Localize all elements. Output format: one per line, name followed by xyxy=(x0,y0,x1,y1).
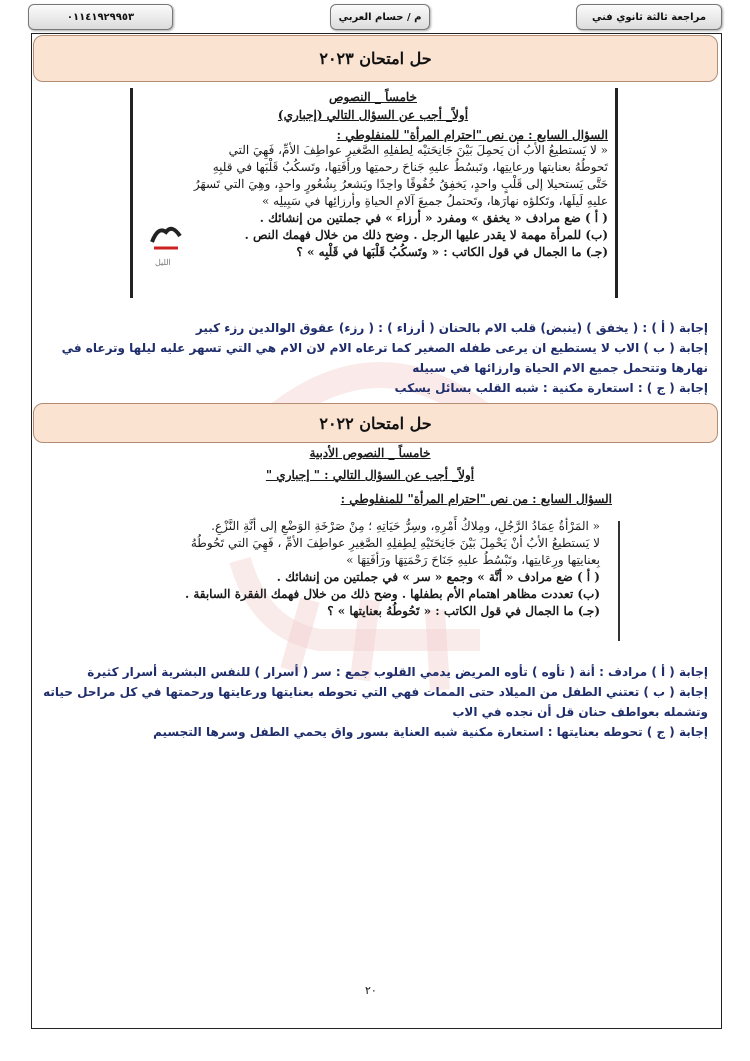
scan-left-border xyxy=(130,88,133,298)
exam-2022-title: حل امتحان ٢٠٢٢ xyxy=(319,413,432,433)
answer-line: وتشمله بعواطف حنان قل أن نجده في الاب xyxy=(452,705,708,719)
phone-number: ٠١١٤١٩٢٩٩٥٣ xyxy=(66,11,135,23)
question-subtitle: السؤال السابع : من نص "احترام المرأة" للمنفلوطي : xyxy=(340,492,612,506)
question-line: (ب) للمرأة مهمة لا يقدر عليها الرجل . وضح ذلك من خلال فهمك النص . xyxy=(244,228,608,242)
exam-2023-answers xyxy=(61,318,708,398)
passage-line: عليهِ لَيلَها، وتَكلؤه نهارَها، وتَحتملُ جميعَ آلامِ الحياةِ وأرزائِها في سَبِيلِه » xyxy=(261,194,608,208)
question-title: أولاً_ أجب عن السؤال التالي (إجباري) xyxy=(277,108,469,122)
answer-line: نهارها وتتحمل جميع الام الحياة وارزائها في سبيله xyxy=(412,361,708,375)
answer-line: إجابة ( ب ) تعتني الطفل من الميلاد حتى الممات فهي التي تحوطه بعنايتها ورعايتها ورحمتها في كل مراحل حياته xyxy=(43,685,708,699)
answer-line: إجابة ( ج ) : استعارة مكنية : شبه القلب بسائل يسكب xyxy=(394,381,708,395)
section-title: خامساً _ النصوص الأدبية xyxy=(309,446,431,460)
teacher-name-box xyxy=(330,4,430,30)
exam-2023-question-scan xyxy=(130,88,618,298)
question-subtitle: السؤال السابع : من نص "احترام المرأة" للمنفلوطي : xyxy=(336,128,608,142)
answer-line: إجابة ( أ ) مرادف : أنة ( تأوه ) تأوه المريض يدمي القلوب جمع : سر ( أسرار ) للنفس البشرية أسرار كثيرة xyxy=(87,665,708,679)
question-line: ( أ ) ضع مرادف « أنَّة » وجمع « سر » في جملتين من إنشائك . xyxy=(276,570,600,584)
exam-2022-question-scan xyxy=(120,446,620,646)
section-title: خامساً _ النصوص xyxy=(329,90,417,104)
question-line: (ب) تعددت مظاهر اهتمام الأم بطفلها . وضح ذلك من خلال فهمك الفقرة السابقة . xyxy=(184,587,600,601)
passage-line: حَتَّى يَستحيلا إلى قَلْبٍ واحدٍ، يَخفِقُ خُفُوقًا واحِدًا ويَشعرُ بِشُعُورٍ واحدٍ، وهِيَ التي تَسهَرُ xyxy=(193,177,608,191)
teacher-name: م / حسام العربي xyxy=(338,11,422,23)
exam-2022-banner xyxy=(33,403,718,443)
exam-2023-title: حل امتحان ٢٠٢٣ xyxy=(319,49,432,68)
phone-number-box xyxy=(28,4,173,30)
scan-right-border xyxy=(615,88,618,298)
answer-line: إجابة ( ج ) تحوطه بعنايتها : استعارة مكنية شبه العناية بسور واق يحمي الطفل وسرها التجسيم xyxy=(153,725,708,739)
passage-line: بِعنايتِها ورِعَايتِها، وتَبْسُطُ عليهِ جَنَاحَ رَحْمَتِهَا ورَأفَتِهَا » xyxy=(346,553,600,567)
passage-line: تَحوطُهُ بعنايتها ورعايتِها، وتَبسُطُ عليهِ جَناحَ رحمتِها ورأفَتِها، وتَسكُبُ قَلْبَها في قلبِهِ xyxy=(212,160,608,174)
passage-line: لا يَستطيعُ الأبُ أنْ يَحْمِلَ بَيْنَ جَانِحَتَيْهِ لِطِفلِهِ الصَّغِيرِ عواطِفَ الأمِّ ، فَهِيَ التي تَحُوطُهُ xyxy=(190,536,600,550)
channel-logo-icon xyxy=(148,222,184,252)
page-number: ٢٠ xyxy=(365,984,377,997)
course-title-box xyxy=(576,4,722,30)
question-line: (جـ) ما الجمال في قول الكاتب : « وتَسكُبُ قَلْبَها في قَلْبِه » ؟ xyxy=(296,245,608,259)
passage-line: « المَرْأةُ عِمَادُ الرَّجُلِ، ومِلاكُ أَمْرِهِ، وسِرُّ حَيَاتِهِ ؛ مِنْ صَرْخَةِ الوَضْعِ إلى أنَّةِ النَّزْعِ. xyxy=(211,519,600,533)
passage-line: « لا يَستطيعُ الأبُ أن يَحمِلَ بَيْنَ جَانِحَتيْه لِطفلِهِ الصَّغيرِ عواطِفَ الأمِّ، فَهِيَ التي xyxy=(228,143,608,157)
scan-right-border xyxy=(618,521,620,641)
question-title: أولاً_ أجب عن السؤال التالي : " إجباري " xyxy=(265,468,475,482)
exam-2023-banner xyxy=(33,35,718,82)
course-title: مراجعة ثالثة ثانوي فني xyxy=(591,11,707,23)
exam-2022-answers xyxy=(43,662,708,742)
question-line: (جـ) ما الجمال في قول الكاتب : « تَحُوطُهُ بعنايتها » ؟ xyxy=(327,604,600,618)
logo-caption: الليل xyxy=(155,258,171,267)
answer-line: إجابة ( أ ) : ( يخفق ) (ينبض) قلب الام بالحنان ( أرزاء ) : ( رزء) عقوق الوالدين رزء كبير xyxy=(195,321,708,335)
answer-line: إجابة ( ب ) الاب لا يستطيع ان يرعى طفله الصغير كما ترعاه الام لان الام هي التي تسهر عليه ليلها وترعاه في xyxy=(61,341,708,355)
question-line: ( أ ) ضع مرادف « يخفق » ومفرد « أرزاء » في جملتين من إنشائك . xyxy=(259,211,608,225)
